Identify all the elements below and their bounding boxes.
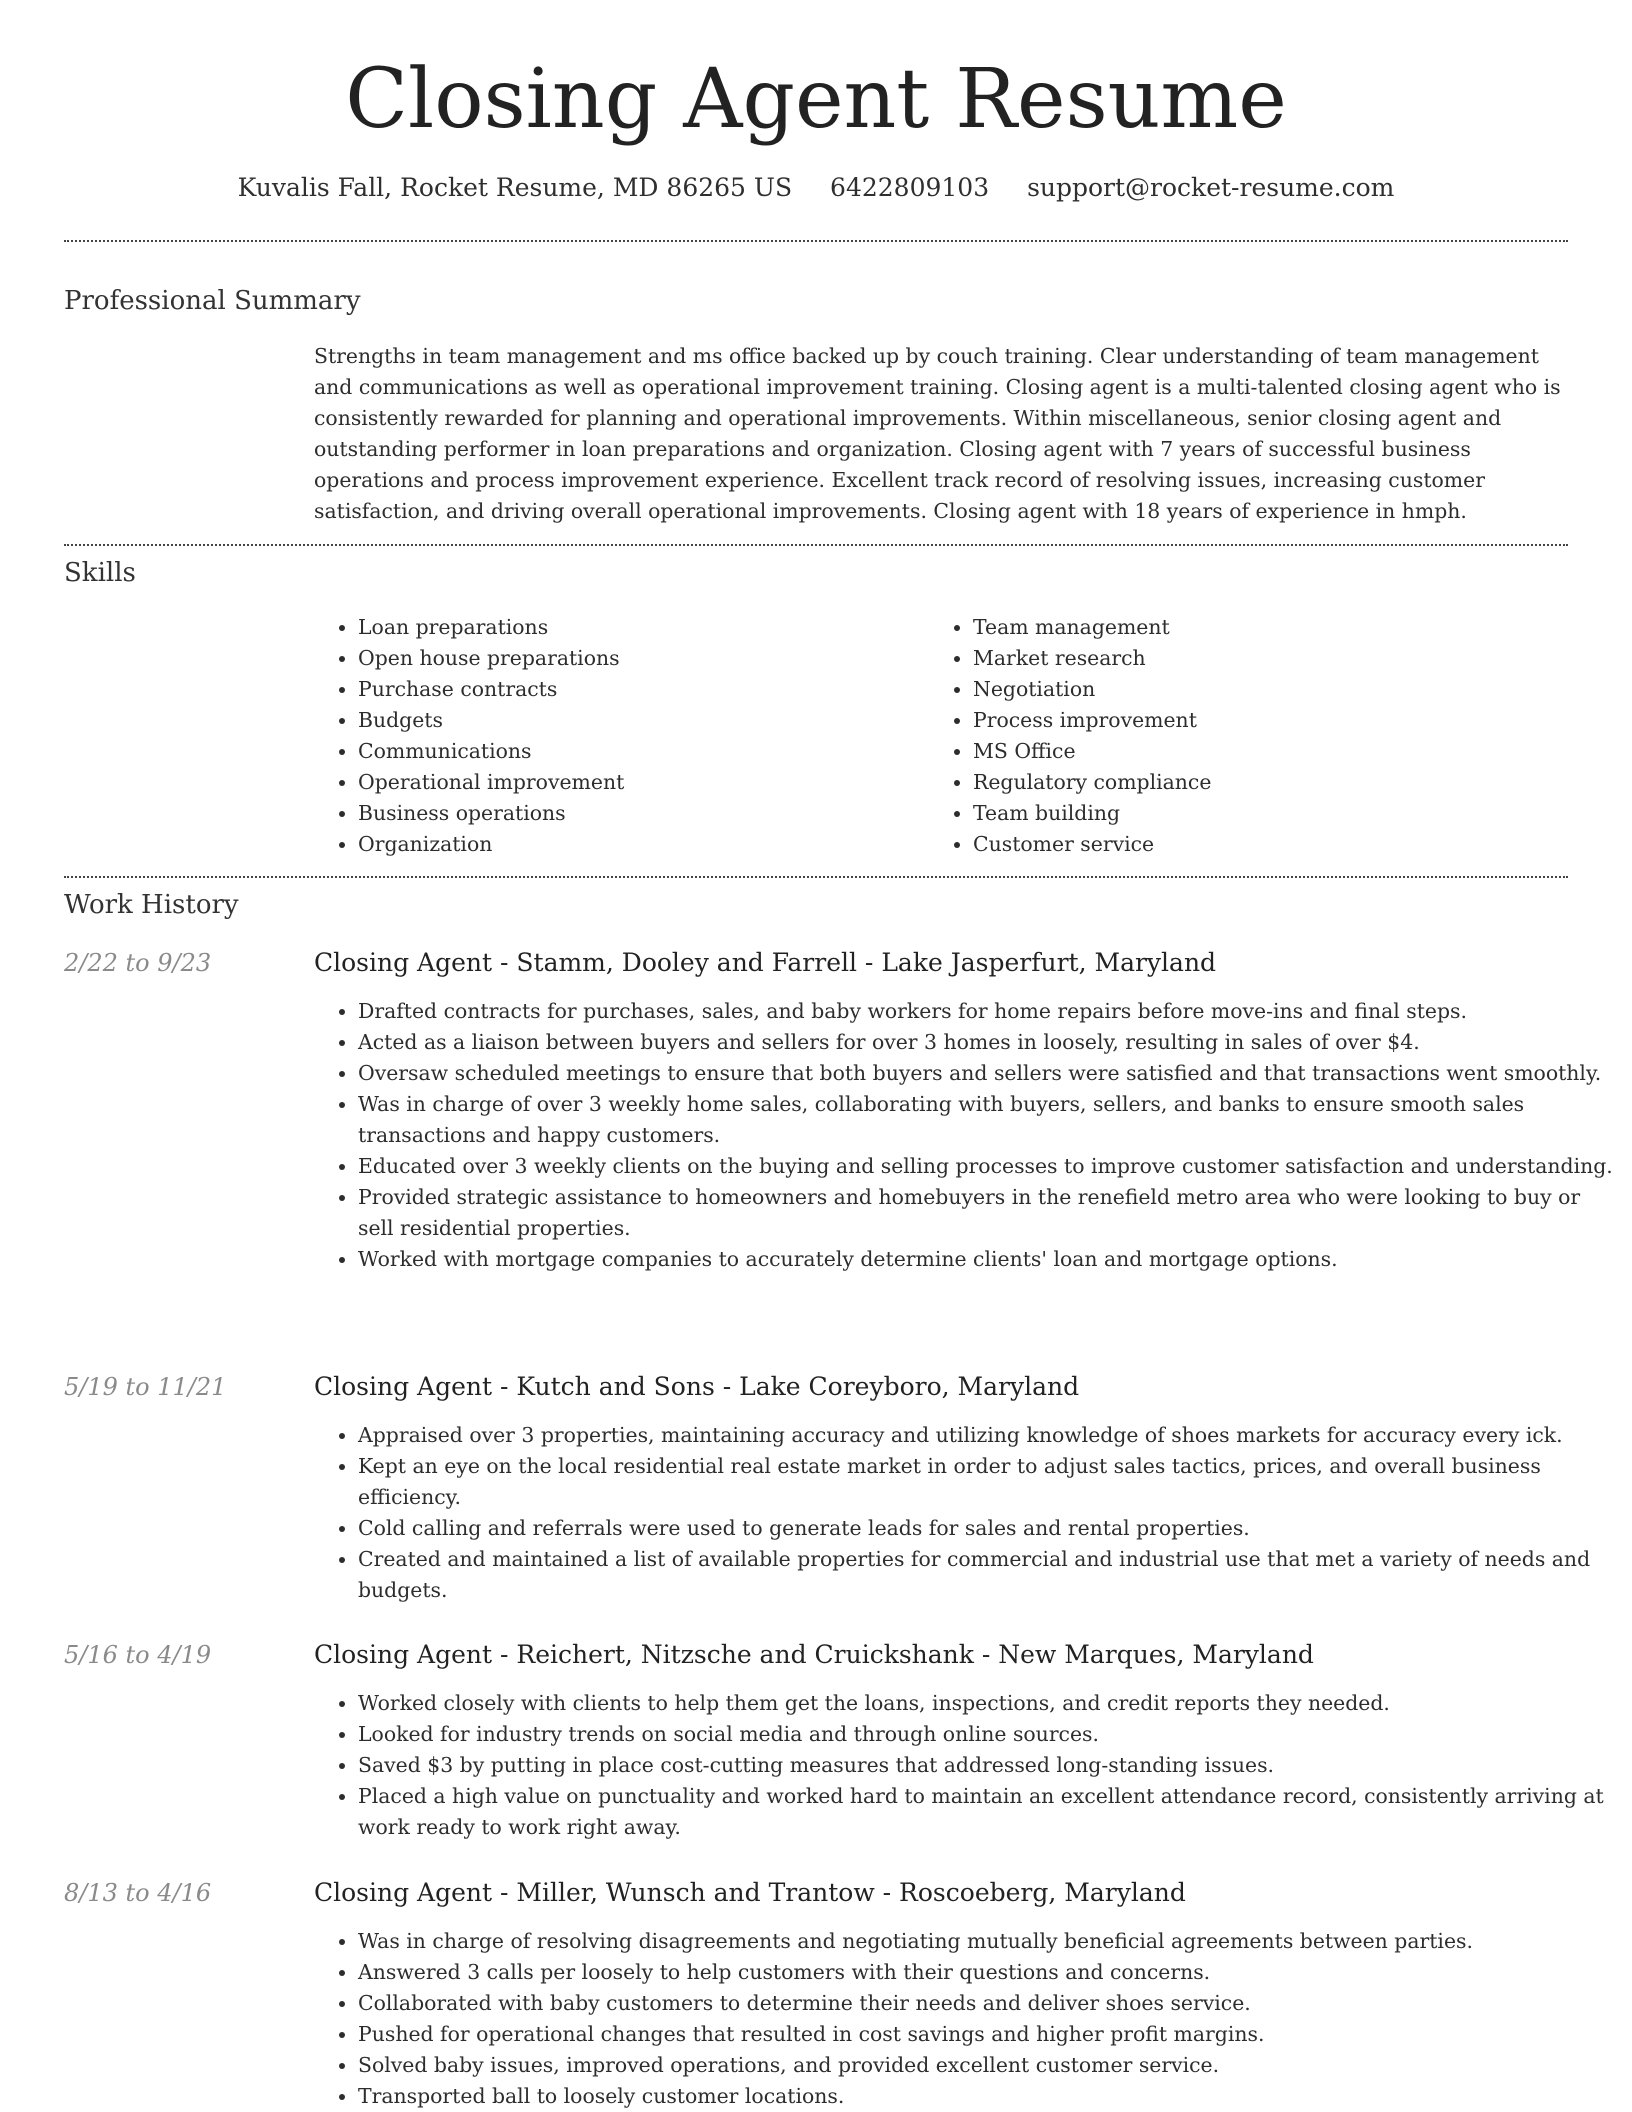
job-duty: • Collaborated with baby customers to determine their needs and deliver shoes service. (358, 1988, 1614, 2019)
contact-info (0, 170, 1632, 206)
job-duty: • Appraised over 3 properties, maintaining accuracy and utilizing knowledge of shoes markets for accuracy every ick. (358, 1420, 1614, 1451)
skill-item: • Negotiation (973, 674, 1529, 705)
skill-item: • Process improvement (973, 705, 1529, 736)
skill-item: • Market research (973, 643, 1529, 674)
job-duty: • Worked with mortgage companies to accurately determine clients' loan and mortgage options. (358, 1244, 1614, 1275)
skill-item: • MS Office (973, 736, 1529, 767)
skill-item: • Operational improvement (358, 767, 914, 798)
section-title-work-history: Work History (64, 890, 239, 920)
job-dates: 5/16 to 4/19 (64, 1641, 212, 1669)
job-duty: • Worked closely with clients to help them get the loans, inspections, and credit reports they needed. (358, 1688, 1614, 1719)
job-duties (314, 996, 1614, 1275)
skill-item: • Budgets (358, 705, 914, 736)
skill-item: • Loan preparations (358, 612, 914, 643)
page-title: Closing Agent Resume (345, 52, 1287, 147)
skill-item: • Communications (358, 736, 914, 767)
job-duty: • Educated over 3 weekly clients on the buying and selling processes to improve customer satisfaction and understanding. (358, 1151, 1614, 1182)
job-title: Closing Agent - Reichert, Nitzsche and Cruickshank - New Marques, Maryland (314, 1640, 1314, 1669)
contact-email: support@rocket-resume.com (1027, 173, 1395, 202)
job-title: Closing Agent - Stamm, Dooley and Farrell - Lake Jasperfurt, Maryland (314, 948, 1217, 977)
section-title-summary: Professional Summary (64, 286, 361, 316)
job-duty: • Provided strategic assistance to homeowners and homebuyers in the renefield metro area who were looking to buy or sell residential properties. (358, 1182, 1614, 1244)
skills-column-left (314, 612, 914, 860)
skills-column-right (929, 612, 1529, 860)
job-duties (314, 1688, 1614, 1843)
job-duty: • Cold calling and referrals were used to generate leads for sales and rental properties. (358, 1513, 1614, 1544)
job-duty: • Pushed for operational changes that resulted in cost savings and higher profit margins. (358, 2019, 1614, 2050)
job-duty: • Looked for industry trends on social media and through online sources. (358, 1719, 1614, 1750)
skill-item: • Team building (973, 798, 1529, 829)
job-duty: • Saved $3 by putting in place cost-cutting measures that addressed long-standing issues. (358, 1750, 1614, 1781)
job-duty: • Acted as a liaison between buyers and sellers for over 3 homes in loosely, resulting in sales of over $4. (358, 1027, 1614, 1058)
job-title: Closing Agent - Miller, Wunsch and Trantow - Roscoeberg, Maryland (314, 1878, 1186, 1907)
skill-item: • Business operations (358, 798, 914, 829)
job-duty: • Oversaw scheduled meetings to ensure that both buyers and sellers were satisfied and that transactions went smoothly. (358, 1058, 1614, 1089)
job-duty: • Solved baby issues, improved operations, and provided excellent customer service. (358, 2050, 1614, 2081)
skill-item: • Customer service (973, 829, 1529, 860)
skill-item: • Organization (358, 829, 914, 860)
skill-item: • Team management (973, 612, 1529, 643)
divider (64, 544, 1568, 546)
job-dates: 8/13 to 4/16 (64, 1879, 212, 1907)
summary-text: Strengths in team management and ms office backed up by couch training. Clear understanding of team management and communications as well as operational improvement training. Closing agent is a multi-talented closing agent who is consistently rewarded for planning and operational improvements. Within miscellaneous, senior closing agent and outstanding performer in loan preparations and organization. Closing agent with 7 years of successful business operations and process improvement experience. Excellent track record of resolving issues, increasing customer satisfaction, and driving overall operational improvements. Closing agent with 18 years of experience in hmph. (314, 344, 1561, 523)
job-duty: • Transported ball to loosely customer locations. (358, 2081, 1614, 2112)
job-title: Closing Agent - Kutch and Sons - Lake Coreyboro, Maryland (314, 1372, 1080, 1401)
contact-address: Kuvalis Fall, Rocket Resume, MD 86265 US (237, 173, 793, 202)
skill-item: • Open house preparations (358, 643, 914, 674)
job-duties (314, 1420, 1614, 1606)
job-duty: • Placed a high value on punctuality and worked hard to maintain an excellent attendance record, consistently arriving at work ready to work right away. (358, 1781, 1614, 1843)
job-duty: • Kept an eye on the local residential real estate market in order to adjust sales tactics, prices, and overall business efficiency. (358, 1451, 1614, 1513)
job-dates: 5/19 to 11/21 (64, 1373, 227, 1401)
skill-item: • Purchase contracts (358, 674, 914, 705)
divider (64, 876, 1568, 878)
skill-item: • Regulatory compliance (973, 767, 1529, 798)
section-title-skills: Skills (64, 558, 136, 588)
job-duty: • Drafted contracts for purchases, sales, and baby workers for home repairs before move-ins and final steps. (358, 996, 1614, 1027)
job-duty: • Created and maintained a list of available properties for commercial and industrial use that met a variety of needs and budgets. (358, 1544, 1614, 1606)
job-duties (314, 1926, 1614, 2112)
contact-phone: 6422809103 (830, 173, 990, 202)
job-duty: • Answered 3 calls per loosely to help customers with their questions and concerns. (358, 1957, 1614, 1988)
job-duty: • Was in charge of resolving disagreements and negotiating mutually beneficial agreements between parties. (358, 1926, 1614, 1957)
job-dates: 2/22 to 9/23 (64, 949, 212, 977)
job-duty: • Was in charge of over 3 weekly home sales, collaborating with buyers, sellers, and banks to ensure smooth sales transactions and happy customers. (358, 1089, 1614, 1151)
divider (64, 240, 1568, 242)
